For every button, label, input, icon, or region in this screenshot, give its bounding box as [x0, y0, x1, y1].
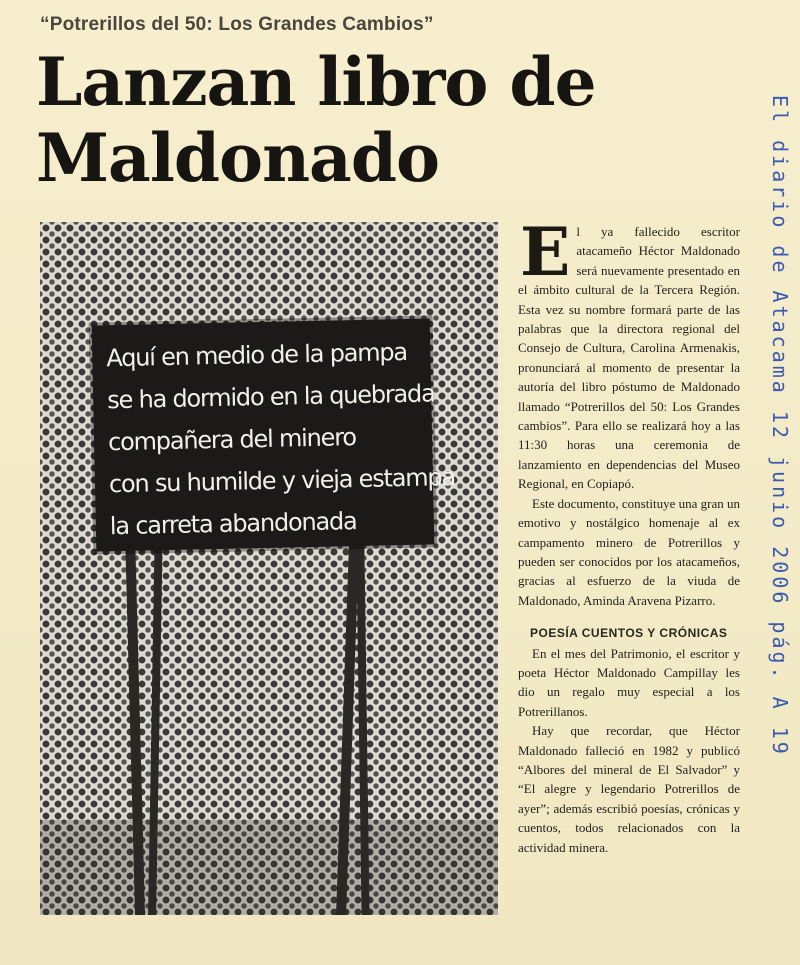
sign-line: con su humilde y vieja estampa	[108, 462, 456, 499]
sign-line: se ha dormido en la quebrada	[106, 379, 435, 415]
article-paragraph: l ya fallecido escritor atacameño Héctor Maldonado será nuevamente presentado en el ámbito cultural de la Tercera Región. Esta vez su nombre formará parte de las palabras que la directora regional del Consejo de Cultura, Carolina Armenakis, pronunciará al momento de presentar la autoría del libro póstumo de Maldonado llamado “Potrerillos del 50: Los Grandes cambios”. Para ello se realizará hoy a las 11:30 horas una ceremonia de lanzamiento en dependencias del Museo Regional, en Copiapó.	[518, 224, 740, 492]
kicker: “Potrerillos del 50: Los Grandes Cambios”	[40, 14, 434, 35]
sign-line: Aquí en medio de la pampa	[106, 337, 408, 373]
article-paragraph: Este documento, constituye una gran un emotivo y nostálgico homenaje al ex campamento minero de Potrerillos y pueden ser conocidos por los atacameños, gracias al esfuerzo de la viuda de Maldonado, Aminda Aravena Pizarro.	[518, 495, 740, 608]
sign-line: compañera del minero	[107, 423, 357, 457]
headline: Lanzan libro de Maldonado	[36, 43, 596, 197]
article-paragraph: Hay que recordar, que Héctor Maldonado falleció en 1982 y publicó “Albores del mineral de El Salvador” y “El alegre y legendario Potrerillos de ayer”; además escribió poesías, crónicas y cuentos, todos relacionados con la actividad minera.	[518, 723, 740, 855]
photo-sign	[40, 222, 498, 915]
sign-board	[92, 318, 456, 551]
drop-cap: E	[520, 213, 571, 291]
article-body	[518, 213, 740, 857]
photo-ground	[40, 820, 498, 915]
sign-line: la carreta abandonada	[109, 507, 357, 541]
article-paragraph: En el mes del Patrimonio, el escritor y poeta Héctor Maldonado Campillay les dio un regalo muy especial a los Potrerillanos.	[518, 645, 740, 719]
handwritten-annotation: El diario de Atacama 12 junio 2006 pág. A 19	[768, 95, 792, 757]
section-subhead: POESÍA CUENTOS Y CRÓNICAS	[530, 626, 728, 641]
